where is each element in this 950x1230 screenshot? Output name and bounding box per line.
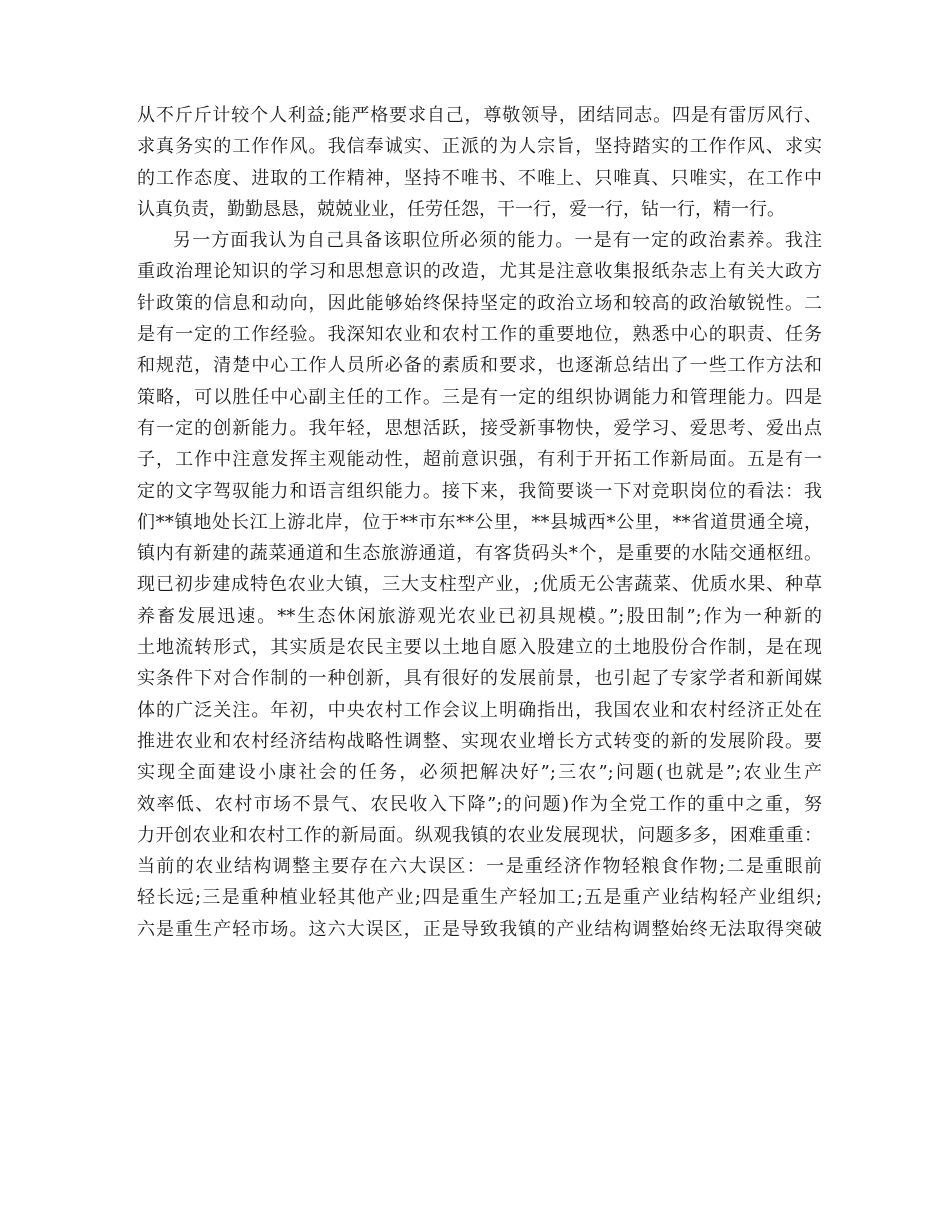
text-line: 定的文字驾驭能力和语言组织能力。接下来，我简要谈一下对竞职岗位的看法：我 [137,480,822,502]
text-line: 养畜发展迅速。**生态休闲旅游观光农业已初具规模。”;股田制”;作为一种新的 [137,605,822,627]
document-page [137,100,822,945]
text-line: 六是重生产轻市场。这六大误区，正是导致我镇的产业结构调整始终无法取得突破 [137,918,822,940]
text-line: 从不斤斤计较个人利益;能严格要求自己，尊敬领导，团结同志。四是有雷厉风行、 [137,105,822,126]
text-line: 当前的农业结构调整主要存在六大误区：一是重经济作物轻粮食作物;二是重眼前 [137,856,822,878]
text-line: 另一方面我认为自己具备该职位所必须的能力。一是有一定的政治素养。我注 [173,230,822,252]
text-line: 的工作态度、进取的工作精神，坚持不唯书、不唯上、只唯真、只唯实，在工作中 [137,167,822,189]
text-line: 效率低、农村市场不景气、农民收入下降”;的问题)作为全党工作的重中之重，努 [137,793,822,815]
text-line: 是有一定的工作经验。我深知农业和农村工作的重要地位，熟悉中心的职责、任务 [137,324,822,346]
text-line: 重政治理论知识的学习和思想意识的改造，尤其是注意收集报纸杂志上有关大政方 [137,261,822,283]
text-line: 现已初步建成特色农业大镇，三大支柱型产业，;优质无公害蔬菜、优质水果、种草 [137,574,822,596]
text-line: 推进农业和农村经济结构战略性调整、实现农业增长方式转变的新的发展阶段。要 [137,730,822,752]
text-line: 求真务实的工作作风。我信奉诚实、正派的为人宗旨，坚持踏实的工作作风、求实 [137,136,822,158]
text-line: 土地流转形式，其实质是农民主要以土地自愿入股建立的土地股份合作制，是在现 [137,637,822,659]
text-line: 力开创农业和农村工作的新局面。纵观我镇的农业发展现状，问题多多，困难重重： [137,824,822,846]
text-line: 实条件下对合作制的一种创新，具有很好的发展前景，也引起了专家学者和新闻媒 [137,668,822,690]
text-line: 镇内有新建的蔬菜通道和生态旅游通道，有客货码头*个，是重要的水陆交通枢纽。 [137,543,822,565]
text-line: 轻长远;三是重种植业轻其他产业;四是重生产轻加工;五是重产业结构轻产业组织; [137,887,822,909]
text-line: 体的广泛关注。年初，中央农村工作会议上明确指出，我国农业和农村经济正处在 [137,699,822,721]
text-line: 认真负责，勤勤恳恳，兢兢业业，任劳任怨，干一行，爱一行，钻一行，精一行。 [137,198,785,220]
text-line: 有一定的创新能力。我年轻，思想活跃，接受新事物快，爱学习、爱思考、爱出点 [137,417,822,439]
text-line: 子，工作中注意发挥主观能动性，超前意识强，有利于开拓工作新局面。五是有一 [137,449,822,471]
text-line: 们**镇地处长江上游北岸，位于**市东**公里，**县城西*公里，**省道贯通全境， [137,511,822,533]
text-line: 策略，可以胜任中心副主任的工作。三是有一定的组织协调能力和管理能力。四是 [137,386,822,408]
text-line: 和规范，清楚中心工作人员所必备的素质和要求，也逐渐总结出了一些工作方法和 [137,355,822,377]
text-line: 实现全面建设小康社会的任务，必须把解决好”;三农”;问题(也就是”;农业生产 [137,762,822,784]
text-line: 针政策的信息和动向，因此能够始终保持坚定的政治立场和较高的政治敏锐性。二 [137,292,822,314]
